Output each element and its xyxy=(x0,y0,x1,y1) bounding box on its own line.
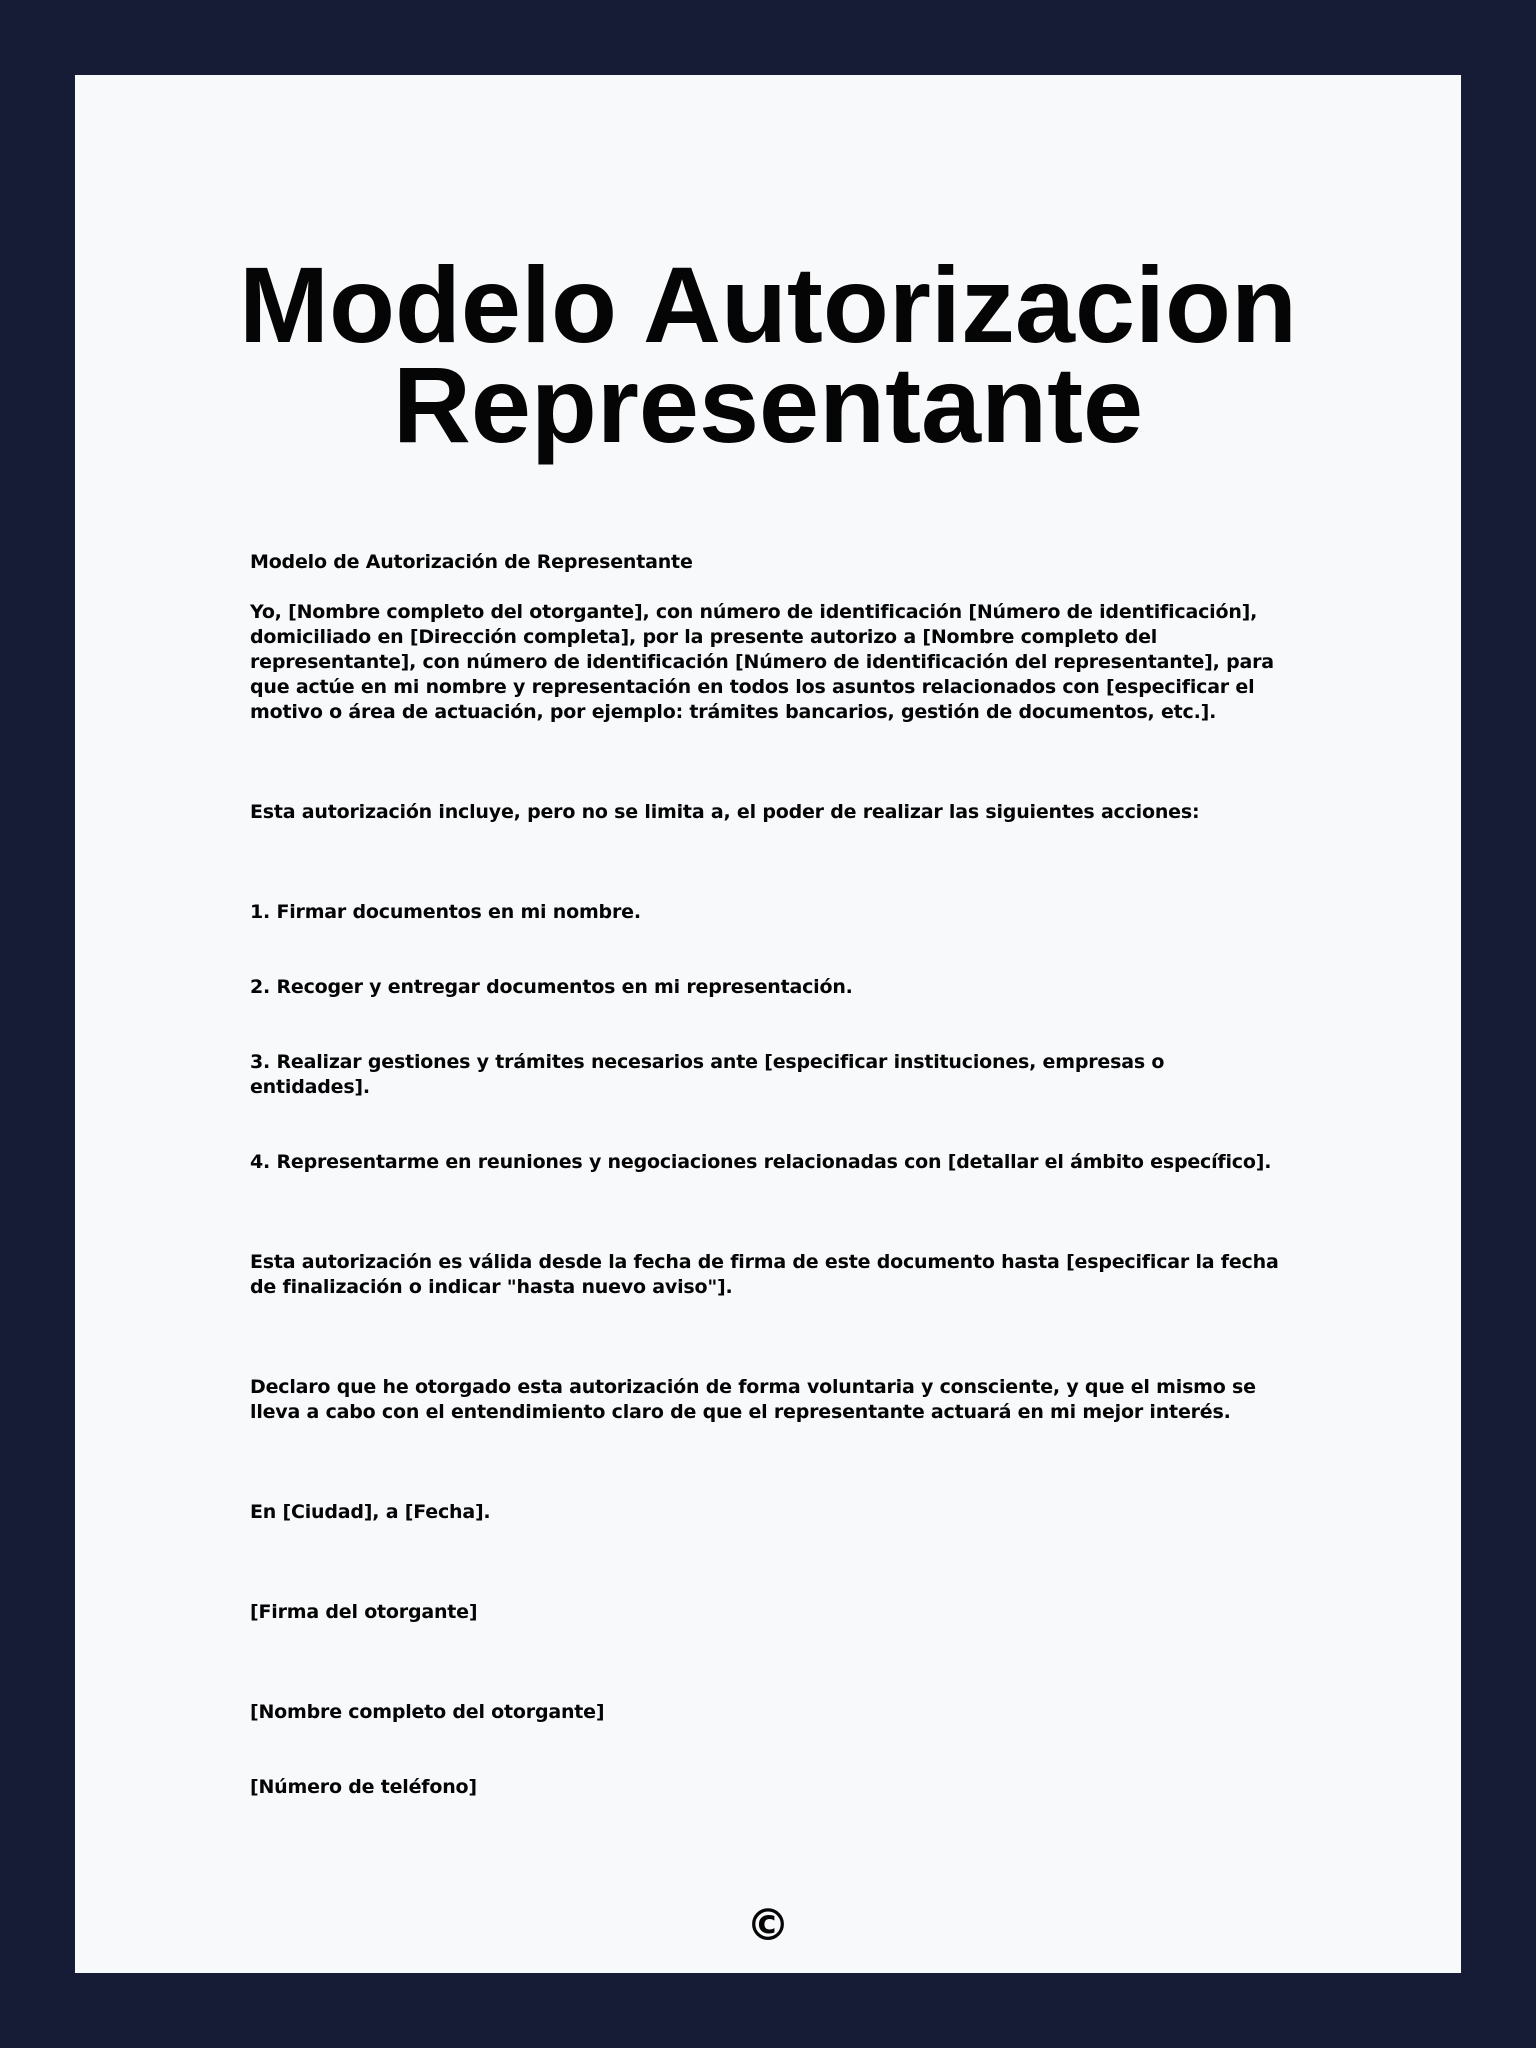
scope-paragraph: Esta autorización incluye, pero no se limita a, el poder de realizar las siguientes acciones: xyxy=(250,801,1200,823)
validity-paragraph: Esta autorización es válida desde la fecha de firma de este documento hasta [especificar la fecha de finalización o indicar "hasta nuevo aviso"]. xyxy=(250,1251,1279,1298)
name-line: [Nombre completo del otorgante] xyxy=(250,1701,605,1723)
document-body xyxy=(250,550,1285,1800)
action-item-3: 3. Realizar gestiones y trámites necesarios ante [especificar instituciones, empresas o entidades]. xyxy=(250,1051,1165,1098)
place-date-line: En [Ciudad], a [Fecha]. xyxy=(250,1501,491,1523)
document-title: Modelo Autorizacion Representante xyxy=(239,244,1297,465)
intro-paragraph: Yo, [Nombre completo del otorgante], con número de identificación [Número de identificación], domiciliado en [Dirección completa], por la presente autorizo a [Nombre completo del representante], con número de identificación [Número de identificación del representante], para que actúe en mi nombre y representación en todos los asuntos relacionados con [especificar el motivo o área de actuación, por ejemplo: trámites bancarios, gestión de documentos, etc.]. xyxy=(250,601,1274,723)
phone-line: [Número de teléfono] xyxy=(250,1776,477,1798)
signature-line: [Firma del otorgante] xyxy=(250,1601,478,1623)
copyright-icon: © xyxy=(746,1900,790,1951)
action-item-1: 1. Firmar documentos en mi nombre. xyxy=(250,901,641,923)
document-subtitle: Modelo de Autorización de Representante xyxy=(250,551,693,573)
action-item-4: 4. Representarme en reuniones y negociaciones relacionadas con [detallar el ámbito específico]. xyxy=(250,1151,1272,1173)
document-page xyxy=(75,75,1461,1973)
action-item-2: 2. Recoger y entregar documentos en mi representación. xyxy=(250,976,853,998)
declaration-paragraph: Declaro que he otorgado esta autorización de forma voluntaria y consciente, y que el mismo se lleva a cabo con el entendimiento claro de que el representante actuará en mi mejor interés. xyxy=(250,1376,1256,1423)
